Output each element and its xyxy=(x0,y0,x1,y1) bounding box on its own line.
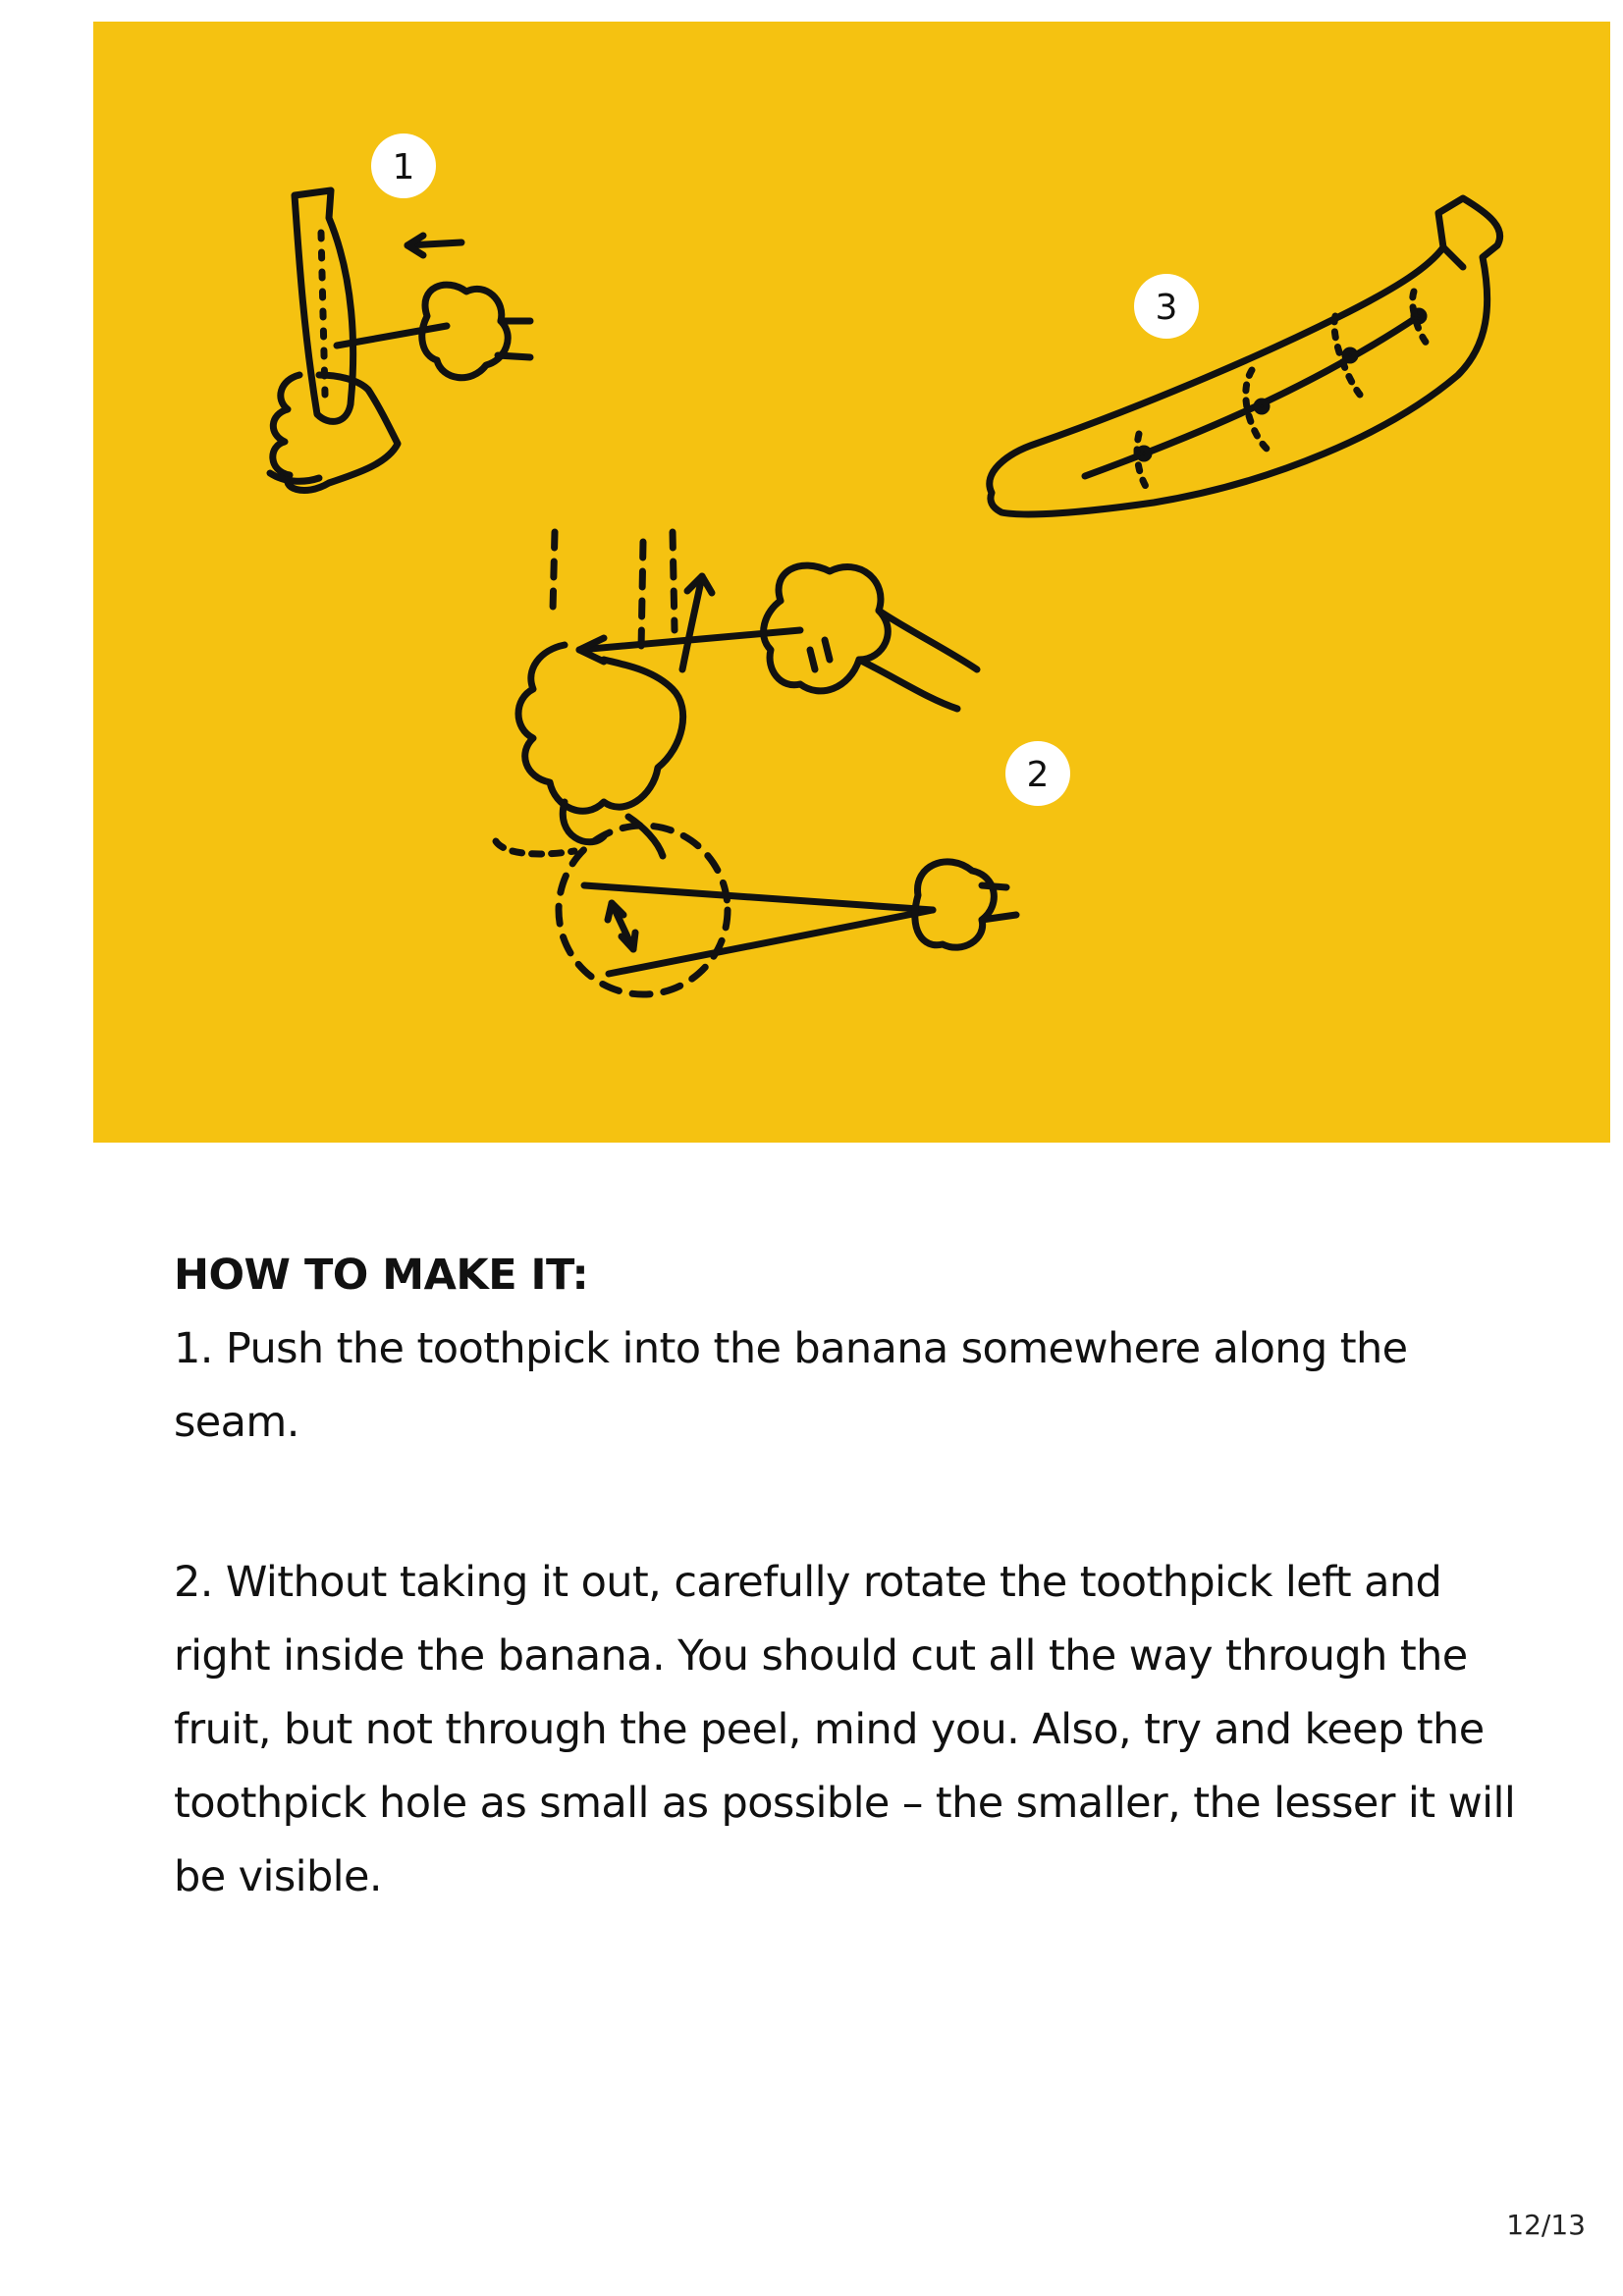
rotating-hand xyxy=(764,565,889,691)
holding-hand-lower xyxy=(518,645,683,811)
step-2-circle-detail xyxy=(559,826,1016,994)
step-badge-2-number: 2 xyxy=(1026,755,1050,795)
detail-toothpick-b xyxy=(609,910,933,974)
step-1-drawing xyxy=(270,190,530,491)
step-3-drawing xyxy=(990,198,1500,514)
detail-hand xyxy=(915,862,995,947)
illustration-panel xyxy=(93,22,1610,1143)
holding-hand-left xyxy=(273,375,398,491)
instruction-step-2: 2. Without taking it out, carefully rotate the toothpick left and right inside the banana. You should cut all the way through the fruit, but not through the peel, mind you. Also, try and keep the toothpick hole as small as possible – the smaller, the lesser it will be visible. xyxy=(174,1558,1516,1901)
step-badge-3-number: 3 xyxy=(1155,288,1178,328)
instructions-heading: HOW TO MAKE IT: xyxy=(174,1251,589,1300)
step-badge-2 xyxy=(1005,741,1070,806)
instructions-section xyxy=(174,1239,1539,1914)
step-badge-3 xyxy=(1134,274,1199,339)
step-badge-1-number: 1 xyxy=(392,147,415,187)
lying-banana xyxy=(990,198,1500,514)
detail-toothpick-a xyxy=(584,885,933,910)
page-number: 12/13 xyxy=(1506,2209,1586,2241)
instruction-step-1: 1. Push the toothpick into the banana somewhere along the seam. xyxy=(174,1324,1408,1447)
step-2-drawing xyxy=(496,532,977,856)
banana-illustration xyxy=(93,22,1610,1143)
step-badge-1 xyxy=(371,133,436,198)
